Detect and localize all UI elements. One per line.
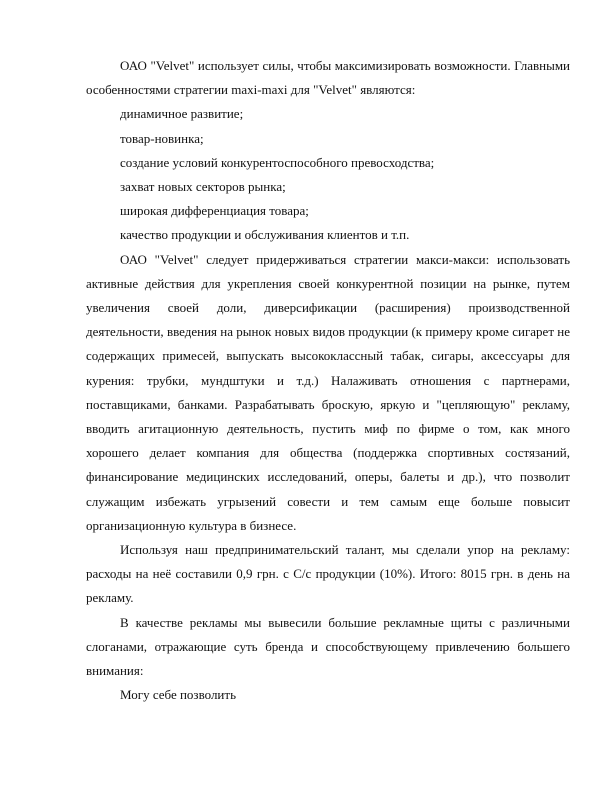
list-item: захват новых секторов рынка; <box>120 179 286 195</box>
billboards-paragraph: В качестве рекламы мы вывесили большие рекламные щиты с различными слоганами, отражающие суть бренда и способствующему привлечению большего внимания: <box>86 614 570 679</box>
list-item: товар-новинка; <box>120 130 204 146</box>
slogan-paragraph: Могу себе позволить <box>120 687 237 703</box>
advertising-budget-paragraph: Используя наш предпринимательский талант, мы сделали упор на рекламу: расходы на неё составили 0,9 грн. с С/с продукции (10%). Итого: 8015 грн. в день на рекламу. <box>86 542 570 606</box>
intro-paragraph: ОАО "Velvet" использует силы, чтобы максимизировать возможности. Главными особенностями стратегии maxi-maxi для "Velvet" являются: <box>86 58 570 98</box>
document-text <box>86 54 570 707</box>
list-item: качество продукции и обслуживания клиентов и т.п. <box>120 227 410 243</box>
strategy-paragraph: ОАО "Velvet" следует придерживаться стратегии макси-макси: использовать активные действия для укрепления своей конкурентной позиции на рынке, путем увеличения своей доли, диверсификации (расширения) производственной деятельности, введения на рынок новых видов продукции (к примеру кроме сигарет не содержащих примесей, выпускать высококлассный табак, сигары, аксессуары для курения: трубки, мундштуки и т.д.) Налаживать отношения с партнерами, поставщиками, банками. Разрабатывать броскую, яркую и "цепляющую" рекламу, вводить агитационную деятельность, пустить миф по фирме о том, как много хорошего делает компания для общества (поддержка спортивных состязаний, финансирование медицинских исследований, оперы, балеты и др.), что позволит служащим избежать угрызений совести и тем самым еще больше повысит организационную культура в бизнесе. <box>86 251 570 533</box>
list-item: динамичное развитие; <box>120 106 244 122</box>
list-item: широкая дифференциация товара; <box>120 203 309 219</box>
list-item: создание условий конкурентоспособного превосходства; <box>120 154 435 170</box>
